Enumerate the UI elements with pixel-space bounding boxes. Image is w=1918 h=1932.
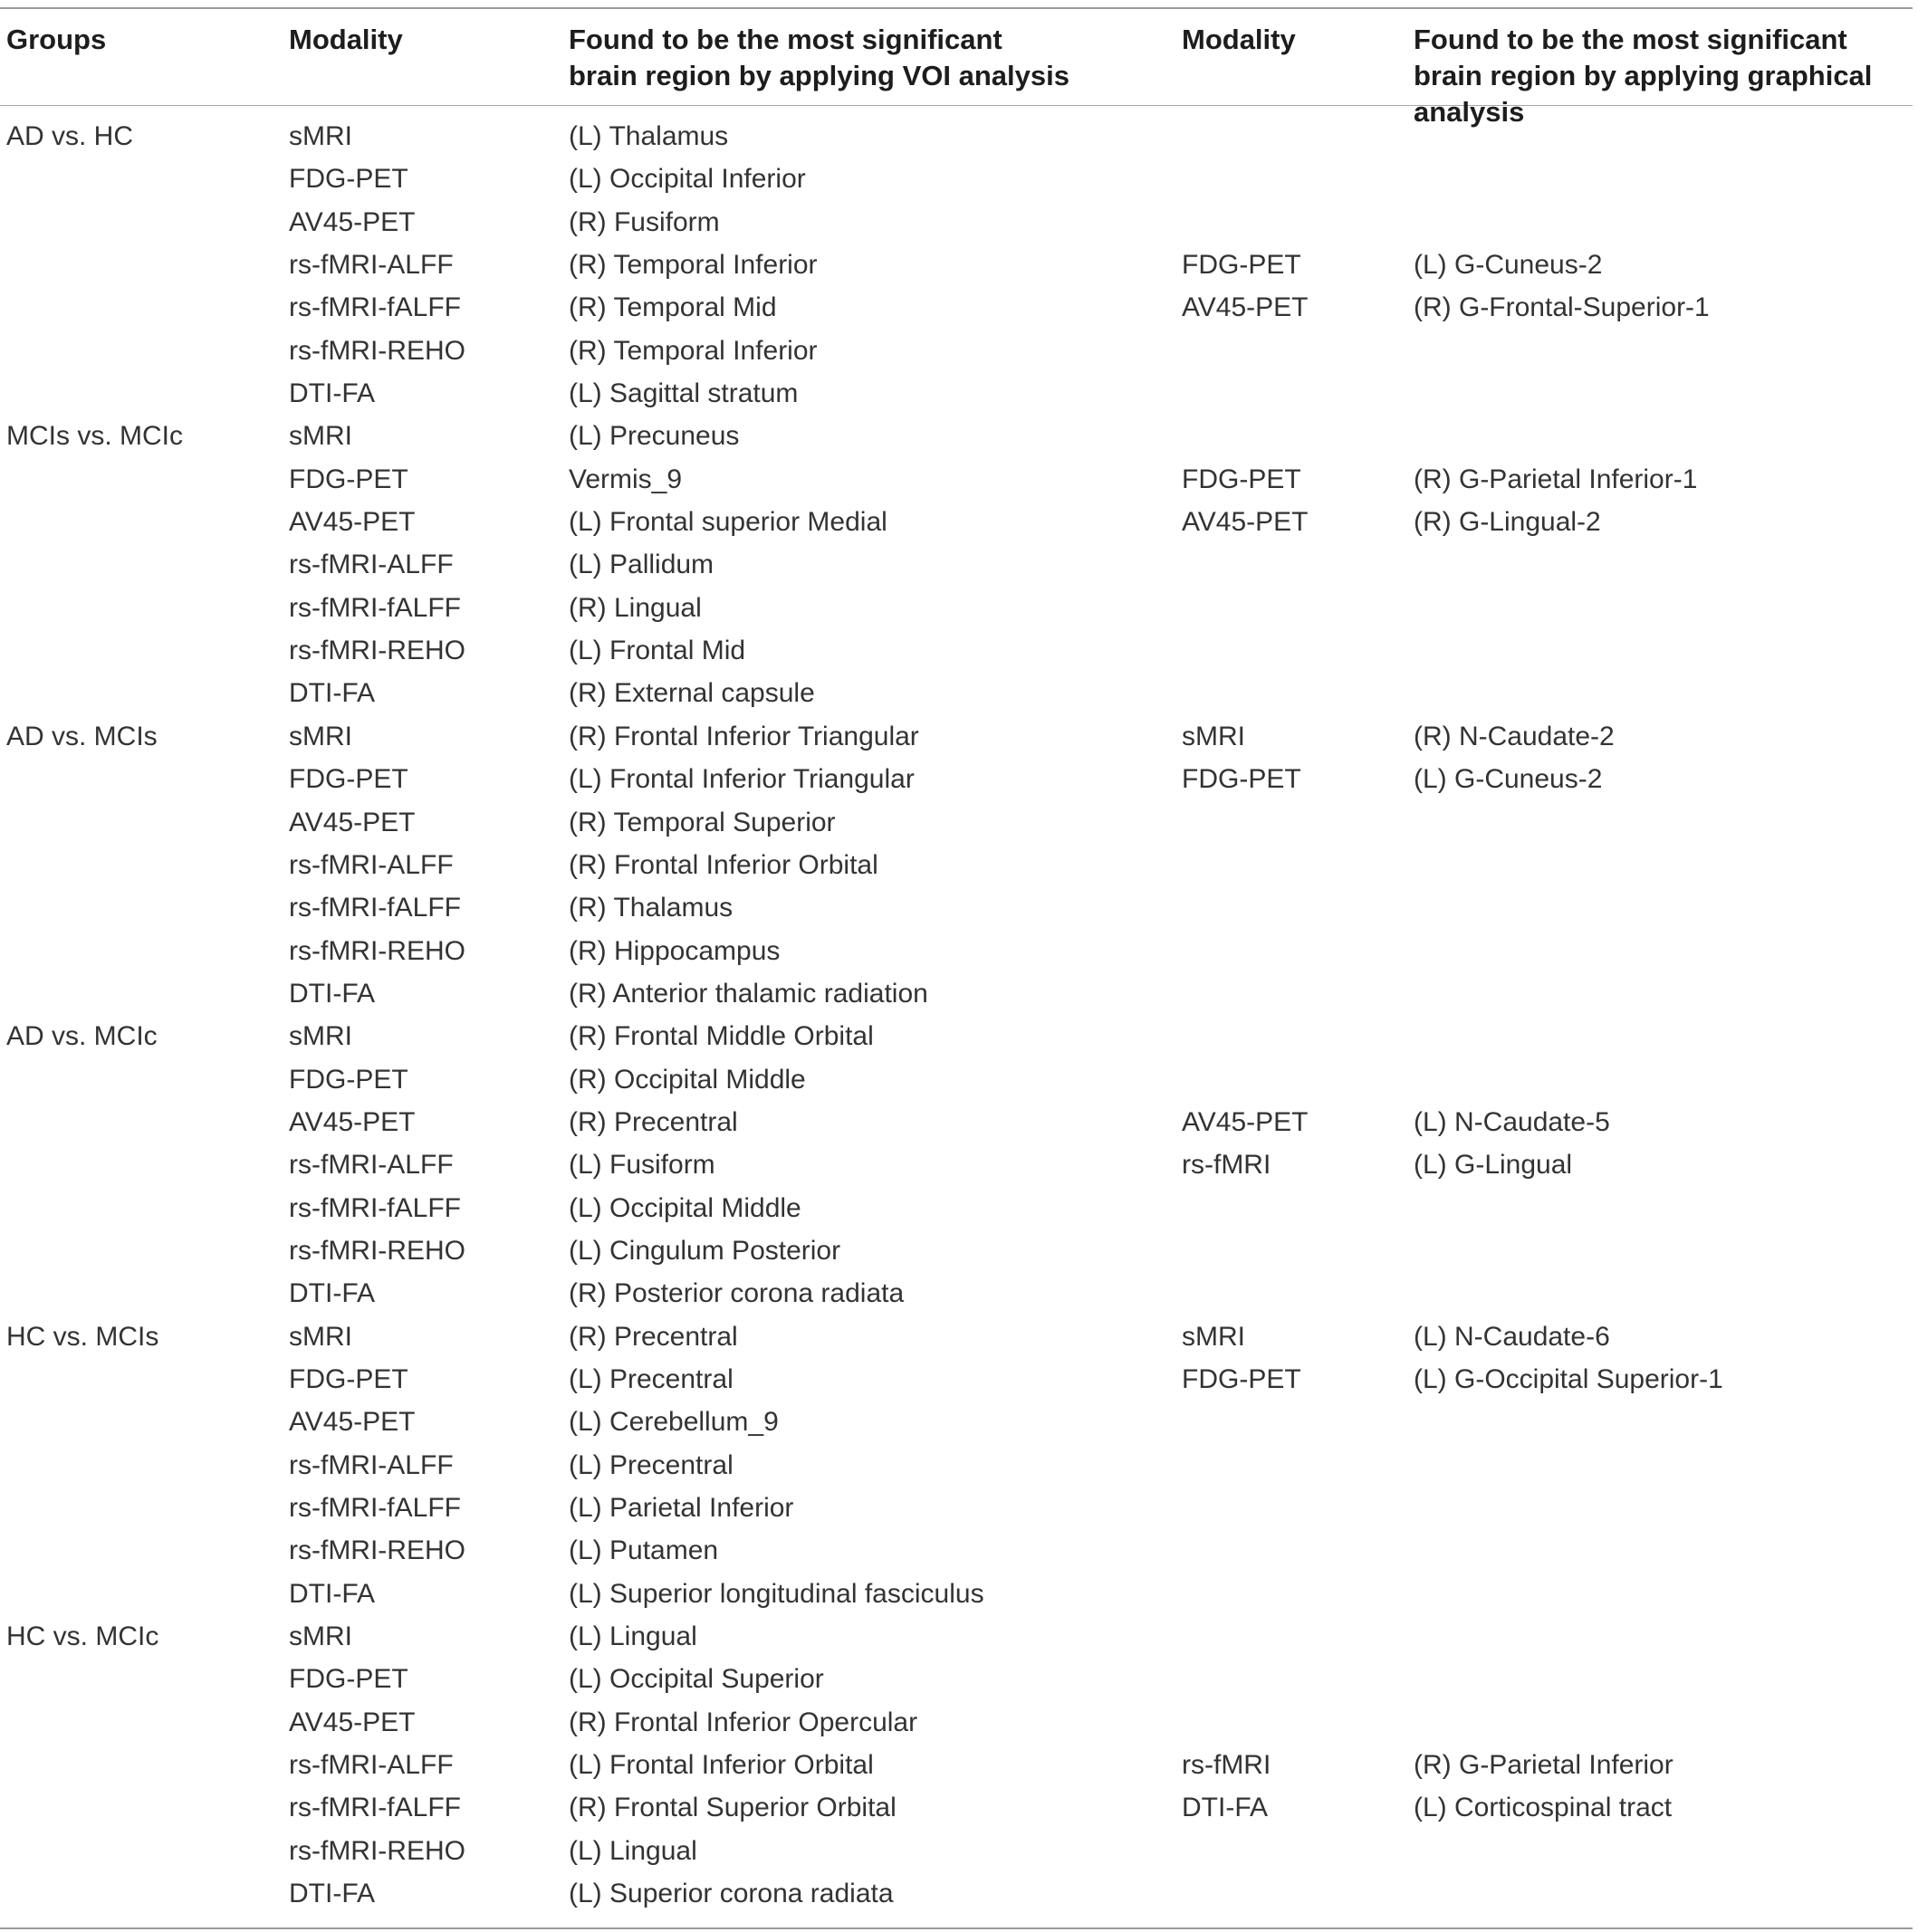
table-body — [0, 106, 1913, 1927]
voi-region-cell: (L) Occipital Middle — [569, 1192, 801, 1223]
modality-graphical-cell: sMRI — [1182, 1321, 1245, 1352]
table-row — [0, 1444, 1913, 1487]
voi-region-cell: (L) Fusiform — [569, 1150, 715, 1181]
modality-voi-cell: rs-fMRI-REHO — [289, 1835, 465, 1866]
table-row — [0, 1872, 1913, 1915]
voi-region-cell: (L) Sagittal stratum — [569, 378, 799, 409]
group-cell: MCIs vs. MCIc — [6, 421, 183, 452]
modality-voi-cell: rs-fMRI-ALFF — [289, 1750, 454, 1781]
modality-graphical-cell: FDG-PET — [1182, 1363, 1301, 1394]
table-bottom-rule — [0, 1927, 1913, 1929]
modality-voi-cell: DTI-FA — [289, 1578, 375, 1609]
modality-graphical-cell: DTI-FA — [1182, 1793, 1268, 1823]
modality-graphical-cell: rs-fMRI — [1182, 1150, 1271, 1181]
modality-graphical-cell: rs-fMRI — [1182, 1750, 1271, 1781]
modality-voi-cell: FDG-PET — [289, 464, 408, 494]
modality-graphical-cell: AV45-PET — [1182, 1106, 1309, 1137]
table-row — [0, 844, 1913, 886]
modality-voi-cell: FDG-PET — [289, 1064, 408, 1095]
group-cell: AD vs. HC — [6, 121, 134, 151]
modality-voi-cell: rs-fMRI-ALFF — [289, 849, 454, 880]
modality-voi-cell: DTI-FA — [289, 1278, 375, 1309]
graphical-region-cell: (L) N-Caudate-5 — [1414, 1106, 1610, 1137]
voi-region-cell: (L) Lingual — [569, 1621, 697, 1652]
voi-region-cell: (R) Temporal Superior — [569, 807, 836, 837]
voi-region-cell: (R) Temporal Mid — [569, 292, 777, 323]
voi-region-cell: (L) Occipital Inferior — [569, 164, 806, 195]
voi-region-cell: (L) Lingual — [569, 1835, 697, 1866]
table-row — [0, 1786, 1913, 1829]
voi-region-cell: (R) Thalamus — [569, 893, 734, 923]
voi-region-cell: Vermis_9 — [569, 464, 683, 494]
graphical-region-cell: (L) G-Occipital Superior-1 — [1414, 1363, 1723, 1394]
voi-region-cell: (L) Cingulum Posterior — [569, 1235, 841, 1266]
voi-region-cell: (R) Hippocampus — [569, 935, 781, 966]
modality-voi-cell: sMRI — [289, 421, 352, 452]
group-cell: AD vs. MCIc — [6, 1021, 158, 1052]
modality-voi-cell: FDG-PET — [289, 764, 408, 795]
modality-voi-cell: sMRI — [289, 121, 352, 151]
voi-region-cell: (R) Occipital Middle — [569, 1064, 806, 1095]
voi-region-cell: (R) Fusiform — [569, 206, 720, 237]
table-row — [0, 587, 1913, 629]
modality-voi-cell: rs-fMRI-REHO — [289, 1535, 465, 1566]
table-row — [0, 1358, 1913, 1401]
header-modality-voi: Modality — [289, 24, 403, 55]
table-row — [0, 1272, 1913, 1315]
modality-voi-cell: rs-fMRI-REHO — [289, 1235, 465, 1266]
modality-voi-cell: DTI-FA — [289, 1879, 375, 1909]
table-row — [0, 1701, 1913, 1744]
modality-voi-cell: DTI-FA — [289, 978, 375, 1009]
modality-voi-cell: AV45-PET — [289, 1407, 416, 1438]
voi-region-cell: (L) Frontal Mid — [569, 636, 746, 666]
graphical-region-cell: (R) G-Lingual-2 — [1414, 507, 1601, 538]
graphical-region-cell: (R) G-Parietal Inferior-1 — [1414, 464, 1698, 494]
graphical-region-cell: (L) G-Cuneus-2 — [1414, 764, 1603, 795]
modality-graphical-cell: AV45-PET — [1182, 292, 1309, 323]
voi-region-cell: (R) Temporal Inferior — [569, 335, 818, 366]
voi-region-cell: (L) Precentral — [569, 1363, 734, 1394]
table-row — [0, 543, 1913, 586]
voi-region-cell: (R) Precentral — [569, 1106, 738, 1137]
table-row — [0, 458, 1913, 501]
modality-voi-cell: FDG-PET — [289, 164, 408, 195]
group-cell: HC vs. MCIc — [6, 1621, 159, 1652]
modality-voi-cell: DTI-FA — [289, 678, 375, 709]
table-row — [0, 715, 1913, 758]
modality-graphical-cell: FDG-PET — [1182, 250, 1301, 281]
modality-graphical-cell: FDG-PET — [1182, 464, 1301, 494]
modality-voi-cell: sMRI — [289, 1021, 352, 1052]
table-row — [0, 1830, 1913, 1872]
modality-voi-cell: DTI-FA — [289, 378, 375, 409]
table-row — [0, 330, 1913, 372]
voi-region-cell: (R) Anterior thalamic radiation — [569, 978, 928, 1009]
voi-region-cell: (R) Frontal Middle Orbital — [569, 1021, 874, 1052]
header-modality-graphical: Modality — [1182, 24, 1296, 55]
modality-voi-cell: AV45-PET — [289, 507, 416, 538]
table-row — [0, 1573, 1913, 1615]
table-row — [0, 801, 1913, 844]
voi-region-cell: (L) Putamen — [569, 1535, 719, 1566]
graphical-region-cell: (R) N-Caudate-2 — [1414, 721, 1615, 751]
modality-voi-cell: FDG-PET — [289, 1363, 408, 1394]
voi-region-cell: (L) Frontal superior Medial — [569, 507, 887, 538]
voi-region-cell: (L) Superior corona radiata — [569, 1879, 894, 1909]
modality-voi-cell: rs-fMRI-fALFF — [289, 1793, 461, 1823]
table-row — [0, 286, 1913, 329]
table-row — [0, 1615, 1913, 1658]
modality-voi-cell: FDG-PET — [289, 1664, 408, 1695]
table-row — [0, 1658, 1913, 1700]
modality-voi-cell: rs-fMRI-fALFF — [289, 1192, 461, 1223]
table-row — [0, 629, 1913, 672]
graphical-region-cell: (L) N-Caudate-6 — [1414, 1321, 1610, 1352]
voi-region-cell: (R) Frontal Inferior Orbital — [569, 849, 878, 880]
graphical-region-cell: (L) G-Cuneus-2 — [1414, 250, 1603, 281]
voi-region-cell: (L) Parietal Inferior — [569, 1493, 794, 1523]
table-row — [0, 1744, 1913, 1786]
header-graphical-region: Found to be the most significant brain region by applying graphical analysis — [1414, 24, 1873, 128]
voi-region-cell: (R) Posterior corona radiata — [569, 1278, 905, 1309]
table-row — [0, 1187, 1913, 1229]
table-row — [0, 972, 1913, 1015]
modality-voi-cell: rs-fMRI-ALFF — [289, 1449, 454, 1480]
modality-voi-cell: rs-fMRI-fALFF — [289, 292, 461, 323]
voi-region-cell: (L) Frontal Inferior Orbital — [569, 1750, 874, 1781]
modality-voi-cell: rs-fMRI-ALFF — [289, 250, 454, 281]
group-cell: AD vs. MCIs — [6, 721, 158, 751]
graphical-region-cell: (R) G-Frontal-Superior-1 — [1414, 292, 1710, 323]
voi-region-cell: (L) Superior longitudinal fasciculus — [569, 1578, 984, 1609]
table-row — [0, 1229, 1913, 1272]
voi-region-cell: (R) Frontal Inferior Triangular — [569, 721, 919, 751]
modality-voi-cell: AV45-PET — [289, 1106, 416, 1137]
table-row — [0, 1529, 1913, 1572]
voi-region-cell: (R) Frontal Superior Orbital — [569, 1793, 897, 1823]
voi-region-cell: (L) Precuneus — [569, 421, 740, 452]
table-row — [0, 201, 1913, 244]
voi-region-cell: (R) Frontal Inferior Opercular — [569, 1707, 918, 1737]
table-row — [0, 758, 1913, 800]
graphical-region-cell: (L) G-Lingual — [1414, 1150, 1573, 1181]
table-row — [0, 158, 1913, 200]
modality-voi-cell: rs-fMRI-fALFF — [289, 1493, 461, 1523]
modality-voi-cell: sMRI — [289, 721, 352, 751]
modality-voi-cell: rs-fMRI-REHO — [289, 636, 465, 666]
table-row — [0, 415, 1913, 457]
modality-voi-cell: AV45-PET — [289, 807, 416, 837]
table-row — [0, 372, 1913, 415]
table-row — [0, 1101, 1913, 1143]
table-row — [0, 115, 1913, 158]
voi-region-cell: (L) Frontal Inferior Triangular — [569, 764, 915, 795]
table-header — [0, 9, 1913, 128]
modality-voi-cell: rs-fMRI-fALFF — [289, 893, 461, 923]
table-row — [0, 1487, 1913, 1529]
modality-voi-cell: rs-fMRI-REHO — [289, 935, 465, 966]
table-row — [0, 244, 1913, 286]
voi-region-cell: (L) Occipital Superior — [569, 1664, 824, 1695]
modality-voi-cell: rs-fMRI-ALFF — [289, 550, 454, 580]
voi-region-cell: (R) Temporal Inferior — [569, 250, 818, 281]
table-row — [0, 1401, 1913, 1443]
table-row — [0, 501, 1913, 543]
modality-voi-cell: rs-fMRI-fALFF — [289, 592, 461, 623]
modality-voi-cell: sMRI — [289, 1621, 352, 1652]
modality-graphical-cell: AV45-PET — [1182, 507, 1309, 538]
modality-voi-cell: AV45-PET — [289, 1707, 416, 1737]
header-groups: Groups — [6, 24, 107, 55]
modality-voi-cell: AV45-PET — [289, 206, 416, 237]
graphical-region-cell: (L) Corticospinal tract — [1414, 1793, 1673, 1823]
table-row — [0, 1015, 1913, 1057]
voi-region-cell: (L) Precentral — [569, 1449, 734, 1480]
voi-region-cell: (L) Pallidum — [569, 550, 714, 580]
table-row — [0, 1143, 1913, 1186]
modality-graphical-cell: sMRI — [1182, 721, 1245, 751]
table-row — [0, 886, 1913, 929]
modality-graphical-cell: FDG-PET — [1182, 764, 1301, 795]
graphical-region-cell: (R) G-Parietal Inferior — [1414, 1750, 1673, 1781]
modality-voi-cell: rs-fMRI-REHO — [289, 335, 465, 366]
header-voi-region: Found to be the most significant brain region by applying VOI analysis — [569, 24, 1069, 91]
table-row — [0, 1058, 1913, 1101]
results-table — [0, 7, 1913, 1929]
table-row — [0, 672, 1913, 714]
table-row — [0, 1315, 1913, 1358]
table-row — [0, 930, 1913, 972]
voi-region-cell: (R) Precentral — [569, 1321, 738, 1352]
modality-voi-cell: rs-fMRI-ALFF — [289, 1150, 454, 1181]
voi-region-cell: (R) Lingual — [569, 592, 702, 623]
group-cell: HC vs. MCIs — [6, 1321, 159, 1352]
voi-region-cell: (L) Cerebellum_9 — [569, 1407, 779, 1438]
voi-region-cell: (L) Thalamus — [569, 121, 729, 151]
modality-voi-cell: sMRI — [289, 1321, 352, 1352]
voi-region-cell: (R) External capsule — [569, 678, 815, 709]
